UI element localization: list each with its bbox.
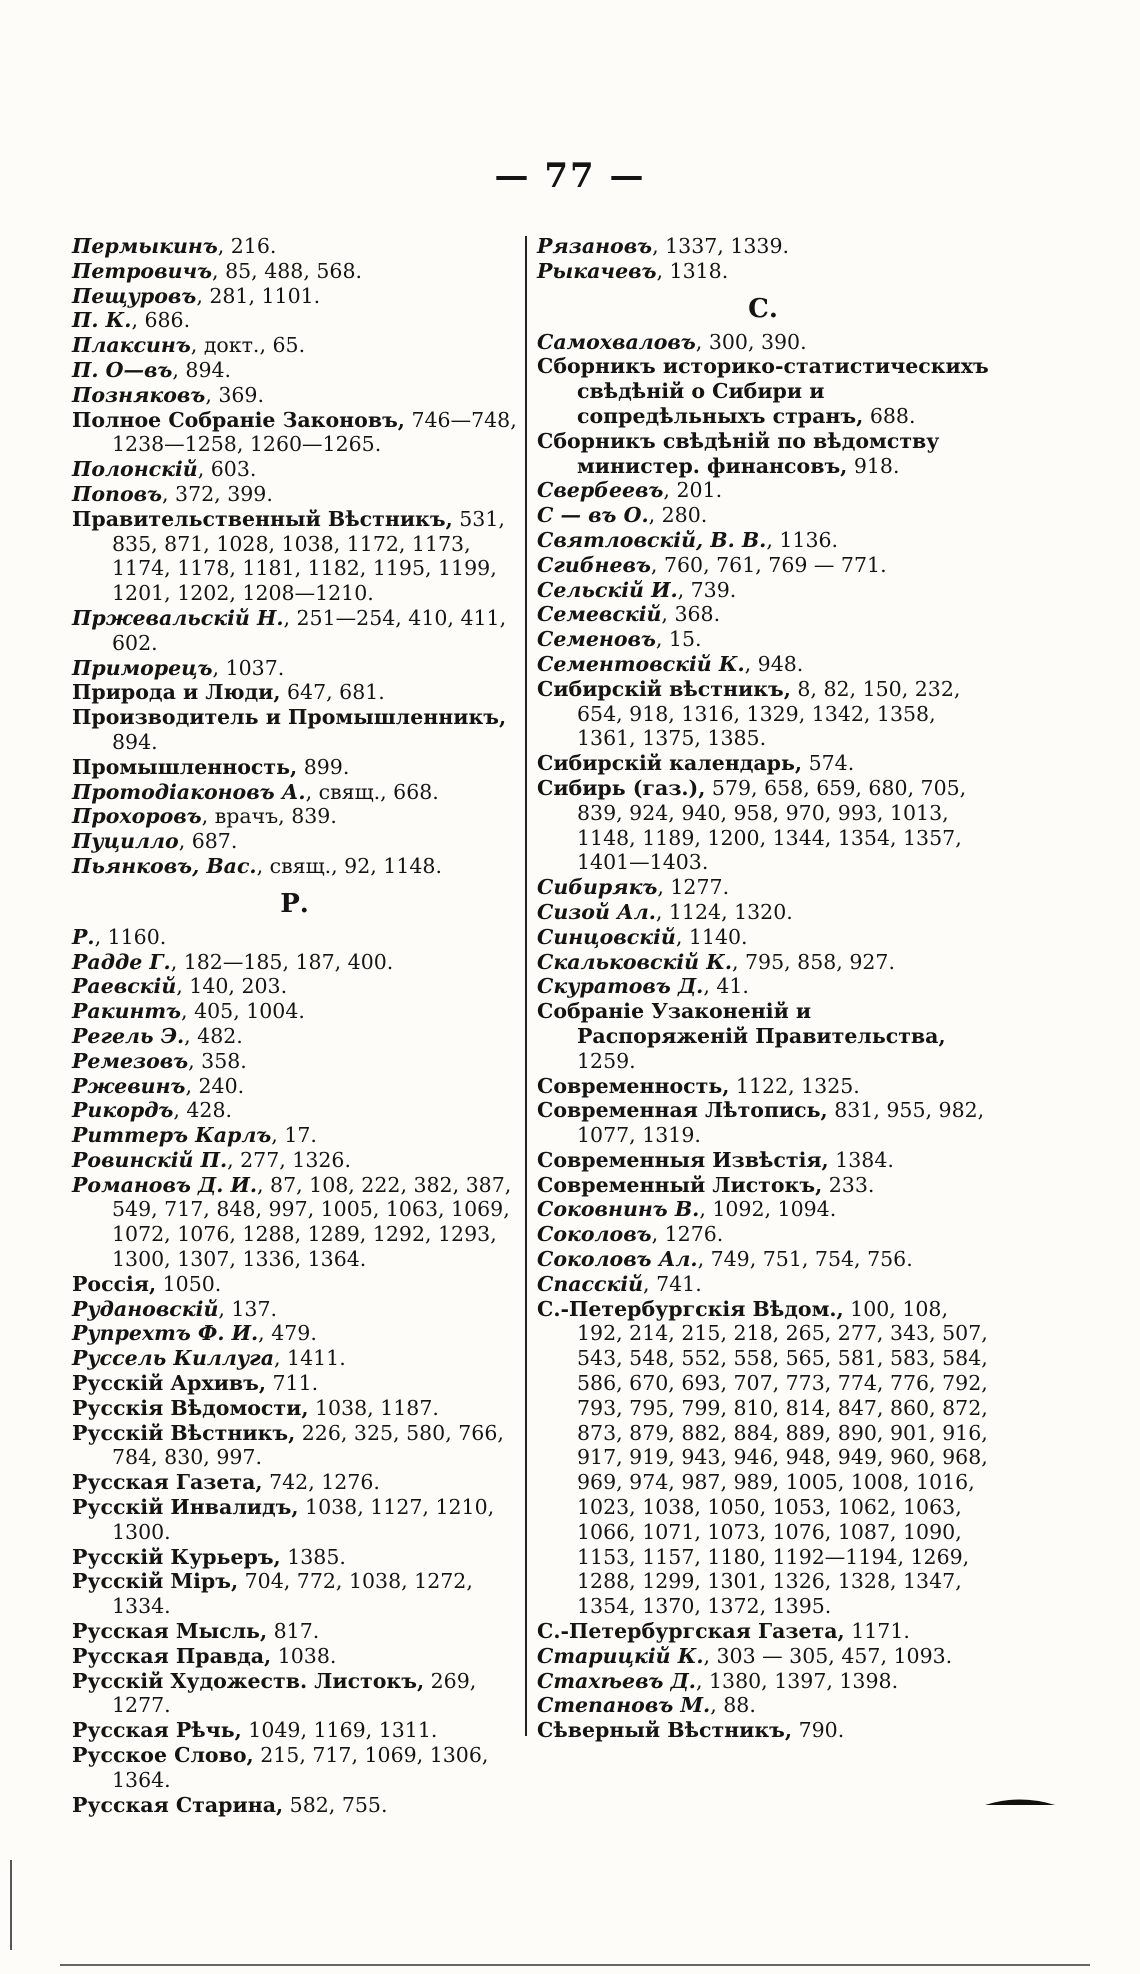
index-entry — [72, 1421, 517, 1471]
entry-references: 817. — [267, 1619, 320, 1644]
index-entry — [72, 383, 517, 408]
entry-name: Скуратовъ Д. — [537, 974, 704, 999]
entry-name: Промышленность, — [72, 754, 298, 779]
page-number: — 77 — — [494, 156, 646, 196]
entry-name: Природа и Люди, — [72, 680, 281, 705]
entry-name: Производитель и Промышленникъ, — [72, 705, 507, 730]
index-entry — [72, 284, 517, 309]
entry-references: 688. — [863, 403, 916, 428]
entry-references: 215, 717, 1069, 1306, 1364. — [112, 1743, 489, 1792]
index-entry — [72, 1049, 517, 1074]
entry-name: Самохваловъ — [537, 329, 696, 354]
entry-references: , 687. — [178, 829, 238, 854]
index-entry — [72, 507, 517, 606]
entry-name: Прохоровъ — [72, 804, 202, 829]
index-entry — [72, 482, 517, 507]
entry-name: Пуцилло — [72, 829, 179, 854]
entry-name: Современность, — [537, 1073, 730, 1098]
entry-name: Современная Лѣтопись, — [537, 1098, 828, 1123]
entry-references: 233. — [822, 1172, 875, 1197]
entry-name: Плаксинъ — [72, 333, 191, 358]
entry-references: 1171. — [844, 1619, 910, 1644]
entry-references: , 372, 399. — [162, 481, 273, 506]
entry-references: , 741. — [643, 1271, 702, 1296]
entry-name: Пермыкинъ — [72, 234, 218, 258]
entry-references: 1038, 1127, 1210, 1300. — [112, 1495, 495, 1544]
index-entry — [72, 1148, 517, 1173]
entry-references: 899. — [297, 754, 350, 779]
entry-references: 790. — [792, 1718, 845, 1743]
index-entry — [72, 457, 517, 482]
entry-references: , 281, 1101. — [196, 283, 321, 308]
entry-references: , 479. — [258, 1321, 317, 1346]
index-entry — [72, 755, 517, 780]
entry-name: Русскій Вѣстникъ, — [72, 1420, 296, 1445]
entry-references: , 1160. — [94, 924, 167, 949]
entry-references: , 1140. — [675, 924, 748, 949]
index-entry — [537, 751, 989, 776]
entry-name: Рупрехтъ Ф. И. — [72, 1321, 259, 1346]
entry-name: Рыкачевъ — [537, 258, 657, 283]
entry-name: Современныя Извѣстія, — [537, 1147, 829, 1172]
entry-name: С — въ О. — [537, 503, 649, 528]
entry-references: , 948. — [744, 651, 804, 676]
index-entry — [537, 330, 989, 355]
entry-name: С.-Петербургскія Вѣдом., — [537, 1296, 844, 1321]
index-entry — [537, 1619, 989, 1644]
entry-name: Сибирь (газ.), — [537, 775, 706, 800]
entry-name: Святловскій, В. В. — [537, 527, 767, 552]
entry-name: Русскій Архивъ, — [72, 1371, 266, 1396]
entry-references: , 85, 488, 568. — [212, 258, 363, 283]
entry-references: 894. — [112, 729, 158, 754]
index-entry — [72, 705, 517, 755]
index-entry — [537, 900, 989, 925]
index-entry — [72, 780, 517, 805]
index-entry — [72, 1396, 517, 1421]
entry-references: , 405, 1004. — [181, 999, 305, 1024]
entry-references: 1050. — [156, 1271, 222, 1296]
bottom-rule — [60, 1964, 1090, 1966]
entry-references: , 1276. — [651, 1222, 724, 1247]
index-entry — [72, 1074, 517, 1099]
entry-references: 531, 835, 871, 1028, 1038, 1172, 1173, 1174, 1178, 1181, 1182, 1195, 1199, 1201, 1202, 1208—1210. — [112, 506, 505, 606]
entry-references: , 277, 1326. — [227, 1147, 351, 1172]
index-entry — [537, 652, 989, 677]
column-divider — [525, 236, 527, 1736]
index-entry — [537, 478, 989, 503]
entry-name: Сгибневъ — [537, 552, 651, 577]
entry-name: Полное Собраніе Законовъ, — [72, 407, 405, 432]
entry-name: П. О—въ — [72, 357, 173, 382]
index-entry — [537, 602, 989, 627]
index-entry — [537, 999, 989, 1073]
entry-references: , 368. — [661, 602, 721, 627]
entry-name: Русская Газета, — [72, 1470, 263, 1495]
index-entry — [537, 875, 989, 900]
index-entry — [72, 234, 517, 259]
entry-name: Русская Старина, — [72, 1792, 284, 1817]
entry-references: 1259. — [577, 1048, 636, 1073]
index-entry — [72, 1743, 517, 1793]
index-entry — [72, 1098, 517, 1123]
entry-references: 1049, 1169, 1311. — [241, 1718, 438, 1743]
index-entry — [537, 776, 989, 875]
entry-name: Регель Э. — [72, 1023, 185, 1048]
index-entry — [72, 1470, 517, 1495]
index-entry — [537, 925, 989, 950]
entry-name: Стахѣевъ Д. — [537, 1668, 696, 1693]
entry-references: 704, 772, 1038, 1272, 1334. — [112, 1569, 473, 1619]
index-entry — [72, 1545, 517, 1570]
entry-name: Рудановскій — [72, 1296, 219, 1321]
index-entry — [72, 656, 517, 681]
index-entry — [72, 974, 517, 999]
index-entry — [72, 333, 517, 358]
entry-references: , 251—254, 410, 411, 602. — [112, 605, 507, 655]
entry-name: Русскія Вѣдомости, — [72, 1395, 309, 1420]
entry-name: Правительственный Вѣстникъ, — [72, 506, 453, 531]
index-entry — [72, 950, 517, 975]
index-entry — [537, 1098, 989, 1148]
entry-name: Пржевальскій Н. — [72, 605, 284, 630]
entry-references: , 369. — [205, 382, 264, 407]
entry-references: , 749, 751, 754, 756. — [697, 1247, 913, 1272]
index-entry — [537, 429, 989, 479]
entry-references: , 1136. — [766, 527, 839, 552]
index-entry — [72, 1321, 517, 1346]
index-entry — [537, 1272, 989, 1297]
index-column-right — [537, 234, 989, 1743]
index-entry — [537, 1693, 989, 1718]
index-entry — [72, 829, 517, 854]
margin-mark — [10, 1860, 12, 1950]
entry-name: Сизой Ал. — [537, 899, 656, 924]
index-entry — [537, 950, 989, 975]
entry-name: Спасскій — [537, 1271, 644, 1296]
entry-name: Сельскій И. — [537, 577, 678, 602]
entry-references: , врачъ, 839. — [201, 804, 337, 829]
entry-name: Семевскій — [537, 602, 662, 627]
entry-name: Русская Мысль, — [72, 1619, 268, 1644]
index-entry — [72, 308, 517, 333]
entry-references: 711. — [266, 1371, 319, 1396]
index-entry — [537, 1148, 989, 1173]
index-entry — [537, 974, 989, 999]
entry-name: Соколовъ — [537, 1222, 652, 1247]
entry-name: Рязановъ — [537, 234, 653, 258]
entry-name: Пьянковъ, Вас. — [72, 853, 257, 878]
entry-name: Поповъ — [72, 481, 162, 506]
entry-name: Синцовскій — [537, 924, 676, 949]
entry-name: Ракинтъ — [72, 999, 182, 1024]
index-entry — [72, 1619, 517, 1644]
entry-name: Россія, — [72, 1271, 157, 1296]
entry-name: Приморецъ — [72, 655, 213, 680]
entry-name: Русское Слово, — [72, 1743, 254, 1768]
entry-name: Сибирскій календарь, — [537, 751, 803, 776]
entry-references: 100, 108, 192, 214, 215, 218, 265, 277, 343, 507, 543, 548, 552, 558, 565, 581, 583, 584, 586, 670, 693, 707, 773, 774, 776, 792, 793, 795, 799, 810, 814, 847, 860, 872, 873, 879, 882, 884, 889, 890, 901, 916, 917, 919, 943, 946, 948, 949, 960, 968, 969, 974, 987, 989, 1005, 1008, 1016, 1023, 1038, 1050, 1053, 1062, 1063, 1066, 1071, 1073, 1076, 1087, 1090, 1153, 1157, 1180, 1192—1194, 1269, 1288, 1299, 1301, 1326, 1328, 1347, 1354, 1370, 1372, 1395. — [577, 1296, 988, 1619]
entry-name: Сибирскій вѣстникъ, — [537, 676, 791, 701]
entry-name: Ремезовъ — [72, 1048, 189, 1073]
entry-references: 742, 1276. — [262, 1470, 380, 1495]
entry-name: Сѣверный Вѣстникъ, — [537, 1718, 793, 1743]
index-entry — [537, 503, 989, 528]
entry-references: , 201. — [663, 478, 723, 503]
entry-references: 269, 1277. — [112, 1668, 477, 1718]
entry-name: Русская Рѣчь, — [72, 1718, 242, 1743]
entry-name: Рикордъ — [72, 1098, 174, 1123]
index-entry — [537, 1197, 989, 1222]
entry-name: Сибирякъ — [537, 875, 658, 900]
index-entry — [72, 1173, 517, 1272]
entry-name: Полонскій — [72, 457, 198, 482]
entry-references: 574. — [802, 751, 855, 776]
index-entry — [72, 1297, 517, 1322]
entry-name: Сементовскій К. — [537, 651, 745, 676]
entry-references: , 1037. — [212, 655, 285, 680]
index-entry — [72, 1024, 517, 1049]
entry-name: Русскій Міръ, — [72, 1569, 239, 1594]
entry-references: 226, 325, 580, 766, 784, 830, 997. — [112, 1420, 504, 1470]
entry-name: Степановъ М. — [537, 1693, 711, 1718]
entry-references: 1384. — [828, 1147, 894, 1172]
index-entry — [72, 1793, 517, 1818]
entry-references: 918. — [847, 453, 900, 478]
entry-references: 8, 82, 150, 232, 654, 918, 1316, 1329, 1342, 1358, 1361, 1375, 1385. — [577, 676, 961, 751]
entry-name: Риттеръ Карлъ — [72, 1123, 272, 1148]
entry-name: Раевскій — [72, 974, 177, 999]
entry-name: Протодіаконовъ А. — [72, 779, 306, 804]
entry-name: Радде Г. — [72, 949, 171, 974]
index-entry — [72, 1346, 517, 1371]
index-entry — [72, 854, 517, 879]
entry-references: , 894. — [172, 357, 232, 382]
entry-name: Соколовъ Ал. — [537, 1247, 698, 1272]
entry-name: Пещуровъ — [72, 283, 197, 308]
index-entry — [537, 354, 989, 428]
entry-references: 647, 681. — [280, 680, 385, 705]
index-entry — [537, 627, 989, 652]
entry-references: , 182—185, 187, 400. — [170, 949, 394, 974]
entry-references: , 1318. — [656, 258, 729, 283]
entry-name: Соковнинъ В. — [537, 1197, 700, 1222]
entry-name: Русская Правда, — [72, 1643, 272, 1668]
index-entry — [72, 1669, 517, 1719]
entry-name: Скальковскій К. — [537, 949, 732, 974]
index-column-left — [72, 234, 517, 1817]
entry-references: , 482. — [184, 1023, 243, 1048]
entry-references: , 87, 108, 222, 382, 387, 549, 717, 848, 997, 1005, 1063, 1069, 1072, 1076, 1288, 1289, 1292, 1293, 1300, 1307, 1336, 1364. — [112, 1172, 512, 1272]
index-entry — [537, 1247, 989, 1272]
entry-references: 831, 955, 982, 1077, 1319. — [577, 1098, 985, 1148]
entry-references: , 1124, 1320. — [655, 899, 793, 924]
index-entry — [72, 1272, 517, 1297]
index-entry — [72, 606, 517, 656]
index-entry — [537, 1718, 989, 1743]
entry-references: , 303 — 305, 457, 1093. — [703, 1643, 953, 1668]
index-entry — [72, 1371, 517, 1396]
entry-references: , 603. — [197, 457, 257, 482]
entry-name: С.-Петербургская Газета, — [537, 1619, 845, 1644]
entry-name: Позняковъ — [72, 382, 206, 407]
index-entry — [72, 999, 517, 1024]
entry-references: , 88. — [710, 1693, 756, 1718]
entry-name: Русскій Курьеръ, — [72, 1544, 281, 1569]
entry-references: , 280. — [648, 503, 708, 528]
entry-references: 579, 658, 659, 680, 705, 839, 924, 940, 958, 970, 993, 1013, 1148, 1189, 1200, 1344, 1354, 1357, 1401—1403. — [577, 775, 967, 875]
index-entry — [537, 1644, 989, 1669]
index-entry — [537, 1669, 989, 1694]
entry-references: , 795, 858, 927. — [731, 949, 895, 974]
entry-references: , свящ., 668. — [305, 779, 439, 804]
entry-references: , свящ., 92, 1148. — [256, 853, 442, 878]
entry-references: , 1337, 1339. — [652, 234, 790, 258]
entry-references: 746—748, 1238—1258, 1260—1265. — [112, 407, 517, 457]
entry-name: Петровичъ — [72, 258, 213, 283]
index-entry — [537, 1297, 989, 1619]
entry-references: , 686. — [131, 308, 191, 333]
index-entry — [537, 259, 989, 284]
index-entry — [537, 528, 989, 553]
entry-references: , 216. — [217, 234, 277, 258]
entry-references: 1038. — [271, 1643, 337, 1668]
entry-name: Современный Листокъ, — [537, 1172, 823, 1197]
entry-references: , 358. — [188, 1048, 247, 1073]
entry-name: П. К. — [72, 308, 132, 333]
index-entry — [537, 553, 989, 578]
entry-name: Руссель Киллуга — [72, 1346, 274, 1371]
entry-references: 1122, 1325. — [729, 1073, 860, 1098]
entry-references: 1385. — [280, 1544, 346, 1569]
entry-name: Сборникъ историко-статистическихъ свѣдѣній о Сибири и сопредѣльныхъ странъ, — [537, 354, 989, 428]
index-entry — [537, 1222, 989, 1247]
section-letter: С. — [748, 293, 778, 324]
index-entry — [72, 1718, 517, 1743]
entry-name: Р. — [72, 924, 95, 949]
entry-name: Русскій Инвалидъ, — [72, 1495, 299, 1520]
entry-references: , 1277. — [657, 875, 730, 900]
ornament-dash — [985, 1796, 1055, 1808]
entry-name: Ржевинъ — [72, 1073, 186, 1098]
entry-name: Ровинскій П. — [72, 1147, 228, 1172]
entry-name: Сборникъ свѣдѣній по вѣдомству министер. финансовъ, — [537, 428, 940, 478]
index-entry — [72, 1123, 517, 1148]
index-entry — [72, 1644, 517, 1669]
entry-references: , 17. — [271, 1123, 317, 1148]
entry-references: , 428. — [173, 1098, 233, 1123]
section-letter: Р. — [280, 888, 309, 919]
entry-references: , 1380, 1397, 1398. — [695, 1668, 899, 1693]
entry-references: 1038, 1187. — [308, 1395, 439, 1420]
entry-references: , 300, 390. — [695, 329, 807, 354]
index-entry — [72, 408, 517, 458]
entry-references: , 739. — [677, 577, 737, 602]
entry-references: , 41. — [703, 974, 749, 999]
entry-name: Собраніе Узаконеній и Распоряженій Правительства, — [537, 999, 946, 1048]
entry-references: , 240. — [185, 1073, 245, 1098]
index-entry — [72, 680, 517, 705]
entry-name: Русскій Художеств. Листокъ, — [72, 1668, 425, 1693]
entry-name: Семеновъ — [537, 627, 656, 652]
entry-references: , 760, 761, 769 — 771. — [650, 552, 887, 577]
index-entry — [72, 925, 517, 950]
index-entry — [72, 804, 517, 829]
index-entry — [72, 259, 517, 284]
entry-references: , 1092, 1094. — [699, 1197, 837, 1222]
entry-name: Старицкій К. — [537, 1643, 704, 1668]
index-entry — [72, 1569, 517, 1619]
entry-references: , 140, 203. — [176, 974, 288, 999]
index-entry — [537, 677, 989, 751]
entry-name: Романовъ Д. И. — [72, 1172, 257, 1197]
index-entry — [537, 1173, 989, 1198]
index-entry — [537, 1074, 989, 1099]
entry-references: , докт., 65. — [190, 333, 306, 358]
index-entry — [72, 1495, 517, 1545]
entry-name: Свербеевъ — [537, 478, 664, 503]
entry-references: , 1411. — [274, 1346, 346, 1371]
entry-references: 582, 755. — [283, 1792, 388, 1817]
entry-references: , 137. — [218, 1296, 278, 1321]
entry-references: , 15. — [655, 627, 702, 652]
index-entry — [537, 234, 989, 259]
index-entry — [537, 578, 989, 603]
index-entry — [72, 358, 517, 383]
